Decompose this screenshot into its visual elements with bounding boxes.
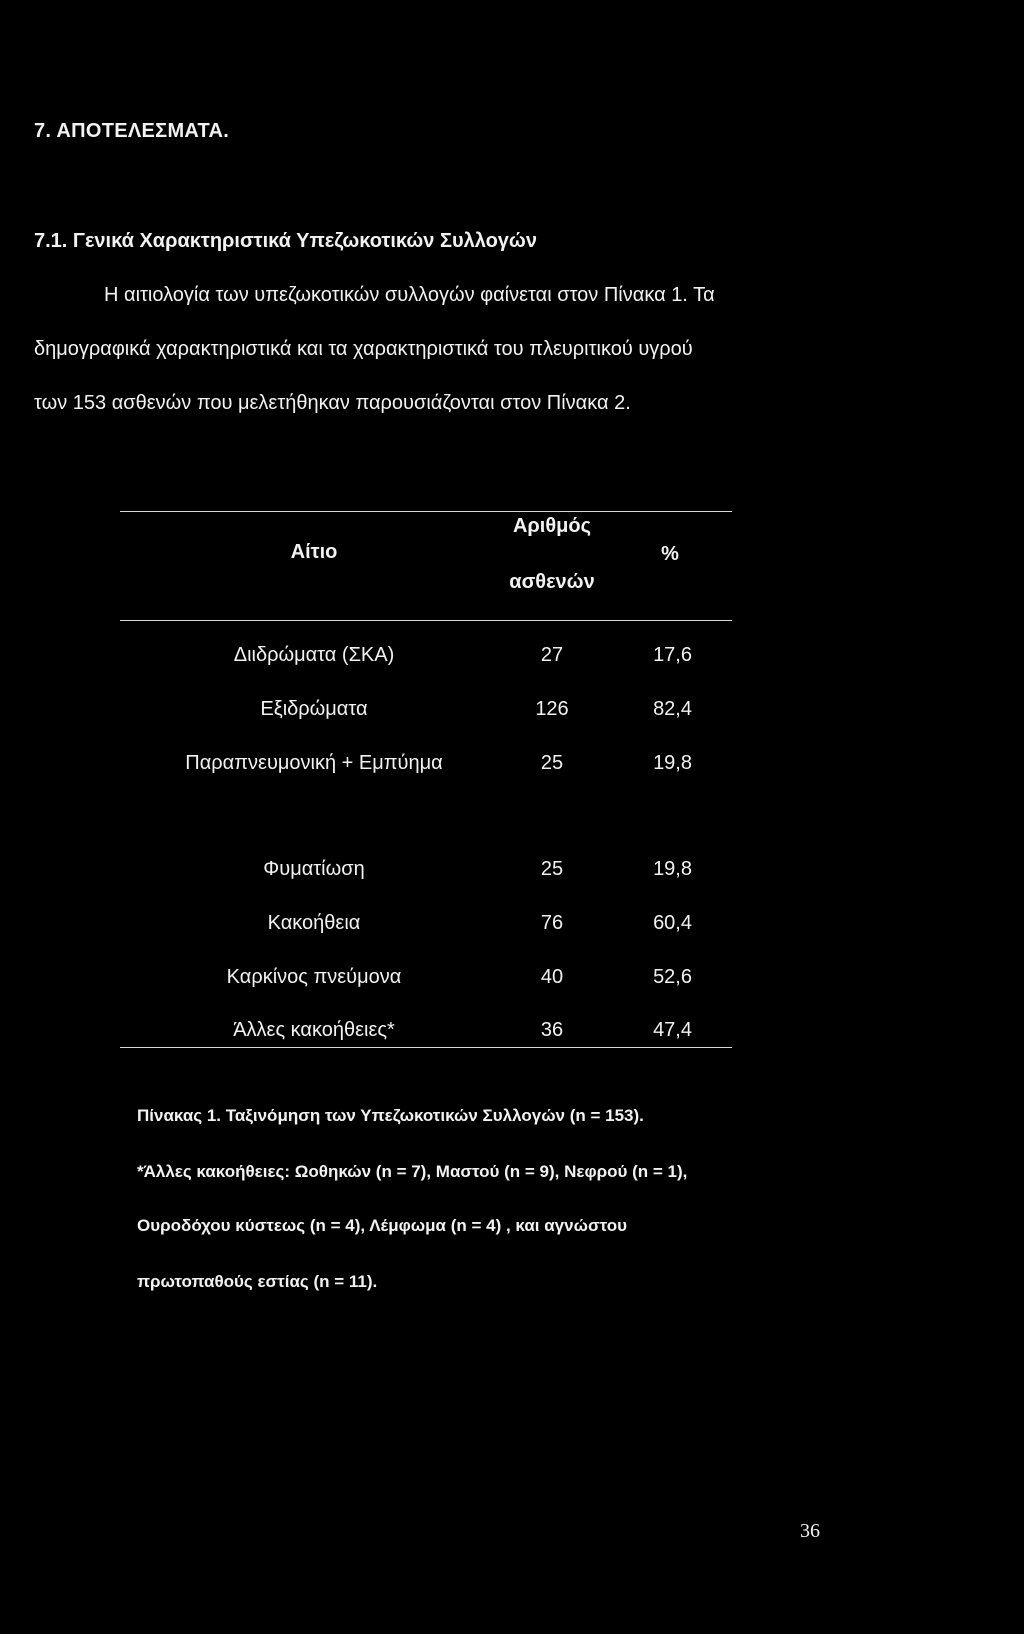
paragraph-line: των 153 ασθενών που μελετήθηκαν παρουσιάζονται στον Πίνακα 2. [34, 392, 631, 414]
row-cause: Καρκίνος πνεύμονα [226, 966, 402, 988]
footnote-line: πρωτοπαθούς εστίας (n = 11). [137, 1272, 378, 1291]
table-caption: Πίνακας 1. Ταξινόμηση των Υπεζωκοτικών Συλλογών (n = 153). [137, 1106, 644, 1125]
section-heading: 7. ΑΠΟΤΕΛΕΣΜΑΤΑ. [34, 120, 230, 142]
page-number: 36 [800, 1520, 820, 1542]
row-cause: Φυματίωση [263, 858, 365, 880]
row-percent: 17,6 [653, 644, 692, 666]
row-count: 36 [540, 1019, 564, 1041]
subsection-heading: 7.1. Γενικά Χαρακτηριστικά Υπεζωκοτικών Συλλογών [34, 230, 537, 252]
row-percent: 47,4 [653, 1019, 692, 1041]
row-percent: 19,8 [653, 752, 692, 774]
paragraph-line: Η αιτιολογία των υπεζωκοτικών συλλογών φαίνεται στον Πίνακα 1. Τα [104, 284, 715, 306]
paragraph-line: δημογραφικά χαρακτηριστικά και τα χαρακτηριστικά του πλευριτικού υγρού [34, 338, 693, 360]
header-percent: % [661, 543, 679, 565]
footnote-line: *Άλλες κακοήθειες: Ωοθηκών (n = 7), Μαστού (n = 9), Νεφρού (n = 1), [137, 1162, 688, 1181]
table-top-rule [120, 511, 732, 512]
row-cause: Παραπνευμονική + Εμπύημα [185, 752, 443, 774]
row-count: 126 [535, 698, 569, 720]
row-percent: 82,4 [653, 698, 692, 720]
row-count: 40 [540, 966, 564, 988]
row-percent: 19,8 [653, 858, 692, 880]
row-percent: 52,6 [653, 966, 692, 988]
table-bottom-rule [120, 1047, 732, 1048]
row-count: 76 [540, 912, 564, 934]
row-cause: Εξιδρώματα [260, 698, 368, 720]
row-count: 25 [540, 752, 564, 774]
header-count-line2: ασθενών [509, 571, 595, 593]
row-cause: Διιδρώματα (ΣΚΑ) [233, 644, 395, 666]
footnote-line: Ουροδόχου κύστεως (n = 4), Λέμφωμα (n = 4) , και αγνώστου [137, 1216, 627, 1235]
row-cause: Άλλες κακοήθειες* [233, 1019, 395, 1041]
table-header-rule [120, 620, 732, 621]
header-cause: Αίτιο [290, 541, 338, 563]
row-count: 27 [540, 644, 564, 666]
header-count-line1: Αριθμός [512, 515, 592, 537]
row-cause: Κακοήθεια [267, 912, 361, 934]
row-percent: 60,4 [653, 912, 692, 934]
row-count: 25 [540, 858, 564, 880]
